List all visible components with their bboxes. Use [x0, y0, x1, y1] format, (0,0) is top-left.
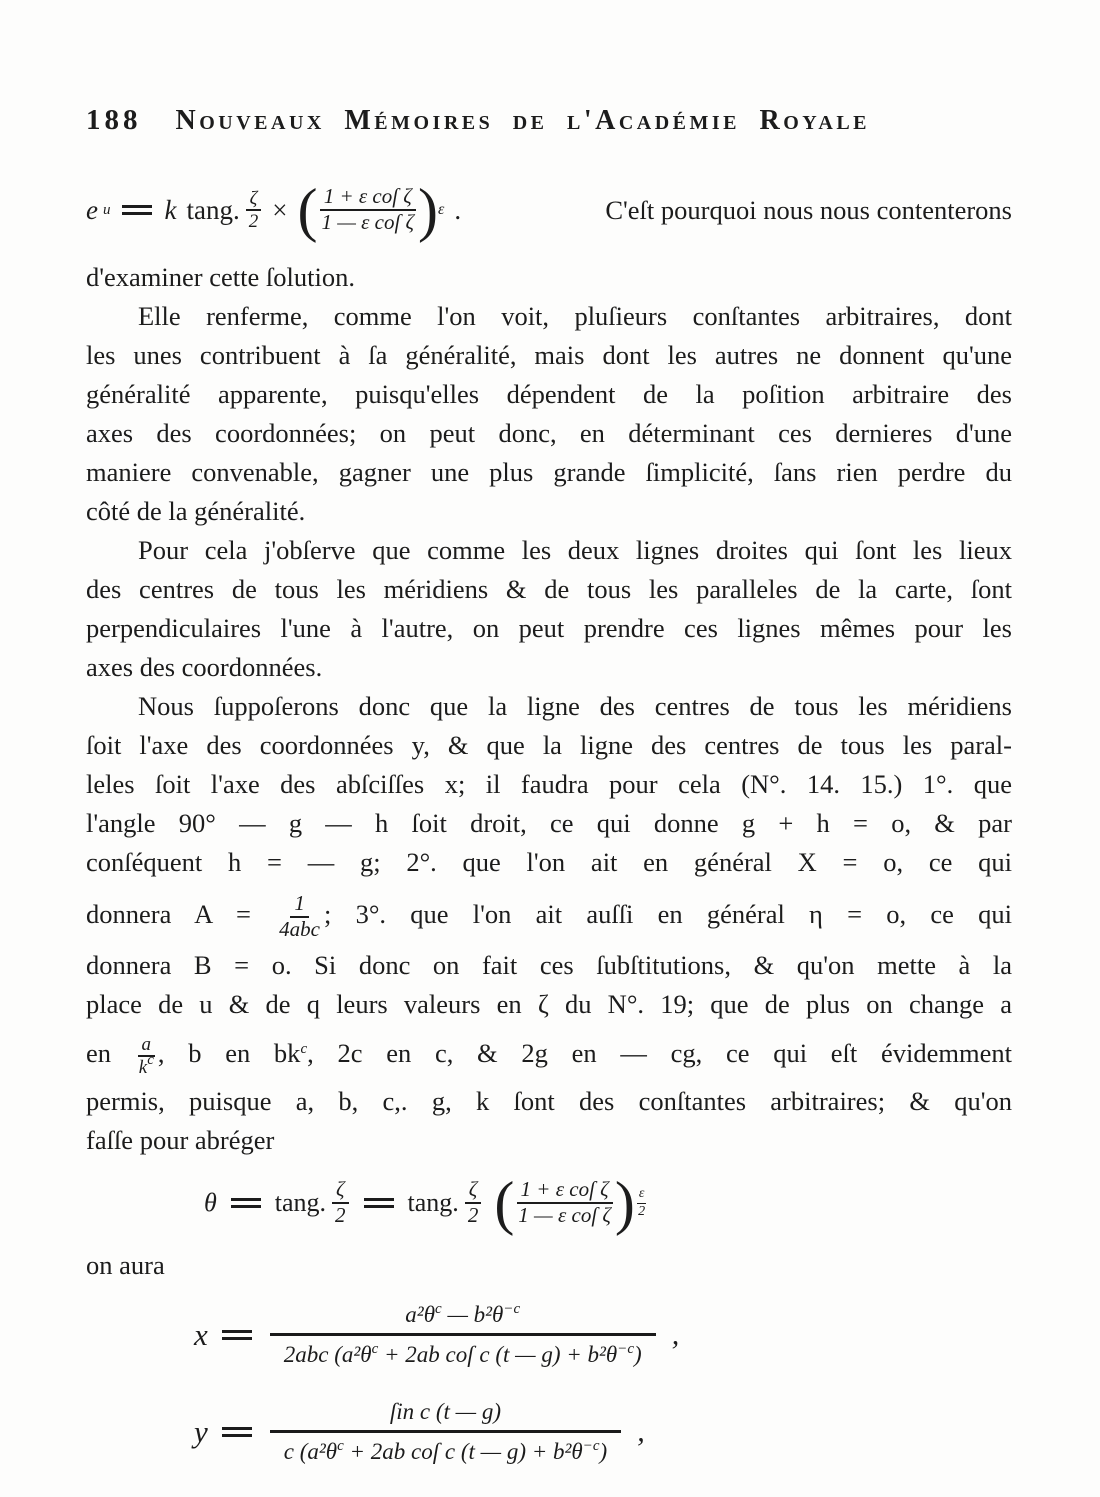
exponent-minus-c: −c [582, 1438, 600, 1454]
equation-y [194, 1385, 1012, 1479]
fraction-numerator: ζ [332, 1178, 349, 1204]
fraction-zeta-2 [464, 1178, 483, 1227]
text-line: ſoit l'axe des coordonnées y, & que la ligne des centres de tous les paral- [86, 730, 1012, 760]
text-line-with-fraction [86, 1024, 1012, 1082]
text-line: donnera B = o. Si donc on fait ces ſubſtitutions, & qu'on mette à la [86, 950, 1012, 980]
fraction-numerator [391, 1302, 534, 1333]
fraction-denominator: 4abc [279, 916, 320, 941]
term: + 2ab coſ c (t — g) + b² [378, 1342, 606, 1367]
fraction-numerator: ζ [465, 1178, 482, 1204]
fraction-zeta-2 [331, 1178, 350, 1227]
text-line: d'examiner cette ſolution. [86, 262, 355, 292]
text-line: des centres de tous les méridiens & de tous les paralleles de la carte, ſont [86, 574, 1012, 604]
times-sign: × [272, 194, 288, 225]
text-line: l'angle 90° — g — h ſoit droit, ce qui donne g + h = o, & par [86, 808, 1012, 838]
denominator-base: k [138, 1056, 148, 1078]
exponent-minus-c: −c [617, 1341, 635, 1357]
formula-e [86, 177, 462, 243]
exponent-minus-c: −c [503, 1301, 521, 1317]
fraction-denominator: 2 [248, 211, 259, 232]
text-line: Elle renferme, comme l'on voit, pluſieurs conſtantes arbitraires, dont [138, 301, 1012, 331]
text-line: les unes contribuent à ſa généralité, mais dont les autres ne donnent qu'une [86, 340, 1012, 370]
text-line: maniere convenable, gagner une plus grande ſimplicité, ſans rien perdre du [86, 457, 1012, 487]
variable-theta: θ [571, 1439, 583, 1464]
tangent-term [186, 188, 262, 233]
variable-theta: θ [492, 1302, 504, 1327]
exponent-denominator: 2 [638, 1203, 646, 1219]
term: — b² [441, 1302, 493, 1327]
parenthesized-fraction: ( $\frac{\text{1 + ε coſ ζ}}{\text{1 — ε coſ ζ}}$ ) ε [297, 177, 445, 243]
exponent-c: c [337, 1438, 344, 1454]
variable-theta: θ [325, 1439, 338, 1464]
tang-label: tang. [274, 1188, 327, 1217]
text-line: axes des coordonnées. [86, 652, 323, 682]
fraction-denominator: 1 — ε coſ ζ [518, 1203, 611, 1227]
exponent-c: c [435, 1301, 442, 1317]
text-line: place de u & de q leurs valeurs en ζ du N°. 19; que de plus on change a [86, 989, 1012, 1019]
exponent-c: c [300, 1041, 308, 1057]
fraction-denominator [270, 1430, 621, 1465]
equals-sign [231, 1198, 261, 1208]
term: a² [405, 1302, 424, 1327]
text-fragment: en [86, 1038, 112, 1068]
text-line: Nous ſuppoſerons donc que la ligne des centres de tous les méridiens [138, 691, 1012, 721]
variable-y: y [194, 1414, 208, 1449]
equation-line-e [86, 162, 1012, 258]
parenthesized-fraction: ( $\frac{\text{1 + ε coſ ζ}}{\text{1 — ε coſ ζ}}$ ) $\frac{\varepsilon}{2}$ [494, 1170, 646, 1236]
fraction-eccentricity [514, 1178, 615, 1227]
equals-sign [122, 205, 152, 215]
equation-x [194, 1285, 1012, 1385]
close-paren: ) [634, 1342, 642, 1367]
comma: , [671, 1318, 680, 1351]
text-line: côté de la généralité. [86, 496, 306, 526]
equals-sign [364, 1198, 394, 1208]
variable-theta: θ [605, 1342, 618, 1367]
page-header [86, 104, 1012, 148]
fraction-zeta-2 [245, 188, 263, 233]
text-line: permis, puisque a, b, c,. g, k ſont des conſtantes arbitraires; & qu'on [86, 1086, 1012, 1116]
fraction-denominator [135, 1051, 158, 1078]
text-line: faſſe pour abréger [86, 1125, 275, 1155]
exponent-epsilon-over-2 [637, 1186, 647, 1219]
term: + 2ab coſ c (t — g) + b² [343, 1439, 572, 1464]
text-line: C'eſt pourquoi nous nous contenterons [605, 194, 1012, 225]
exponent-c: c [371, 1341, 379, 1357]
text-line: axes des coordonnées; on peut donc, en déterminant ces dernieres d'une [86, 418, 1012, 448]
running-title: Nouveaux Mémoires de l'Académie Royale [175, 105, 871, 136]
page-number: 188 [86, 104, 142, 136]
tang-label: tang. [407, 1188, 459, 1217]
fraction-numerator: 1 [290, 892, 309, 918]
variable-theta: θ [360, 1342, 372, 1367]
text-line: conſéquent h = — g; 2°. que l'on ait en général X = o, ce qui [86, 847, 1012, 877]
term: 2abc (a² [283, 1342, 361, 1367]
fraction-denominator: 2 [335, 1203, 346, 1227]
formula-lhs: e u [86, 194, 111, 225]
fraction-numerator: 1 + ε coſ ζ [320, 185, 416, 211]
fraction-numerator: 1 + ε coſ ζ [517, 1178, 613, 1204]
fraction-denominator: 2 [467, 1203, 479, 1227]
equation-theta [204, 1160, 1012, 1246]
text-line: on aura [86, 1250, 165, 1280]
fraction-eccentricity [317, 185, 418, 234]
tangent-term [275, 1178, 350, 1227]
variable-e: e [86, 194, 98, 225]
period: . [454, 194, 462, 225]
denominator-exponent: c [147, 1051, 154, 1068]
text-line: leles ſoit l'axe des abſciſſes x; il faudra pour cela (N°. 14. 15.) 1°. que [86, 769, 1012, 799]
fraction-denominator: 1 — ε coſ ζ [321, 210, 415, 234]
term: ſin c (t — g) [389, 1399, 502, 1424]
text-line: perpendiculaires l'une à l'autre, on peut prendre ces lignes mêmes pour les [86, 613, 1012, 643]
text-line-with-fraction [86, 882, 1012, 946]
text-fragment: , b en bk [157, 1038, 301, 1068]
fraction-numerator: a [138, 1034, 156, 1057]
variable-theta: θ [204, 1188, 217, 1217]
fraction-denominator [270, 1333, 656, 1368]
close-paren: ) [599, 1439, 608, 1464]
tangent-term [408, 1178, 483, 1227]
variable-x: x [194, 1317, 208, 1352]
text-fragment: , 2c en c, & 2g en — cg, ce qui eſt évidemment [307, 1038, 1012, 1068]
comma: , [637, 1415, 645, 1448]
fraction-numerator [376, 1399, 515, 1430]
text-line: Pour cela j'obſerve que comme les deux lignes droites qui ſont les lieux [138, 535, 1012, 565]
text-line: généralité apparente, puisqu'elles dépendent de la poſition arbitraire des [86, 379, 1012, 409]
display-fraction [270, 1302, 656, 1368]
fraction-numerator: ζ [246, 188, 262, 211]
term: c (a² [283, 1439, 326, 1464]
equals-sign [222, 1330, 252, 1340]
variable-theta: θ [423, 1302, 436, 1327]
text-fragment: ; 3°. que l'on ait auſſi en général η = o, ce qui [324, 899, 1012, 929]
equals-sign [222, 1427, 252, 1437]
tang-label: tang. [186, 194, 240, 225]
exponent-numerator: ε [637, 1186, 647, 1203]
fraction-1-over-4abc [275, 892, 324, 941]
display-fraction [270, 1399, 621, 1465]
text-fragment: donnera A = [86, 899, 251, 929]
coefficient-k: k [164, 194, 177, 225]
fraction-a-over-kc [135, 1034, 158, 1079]
